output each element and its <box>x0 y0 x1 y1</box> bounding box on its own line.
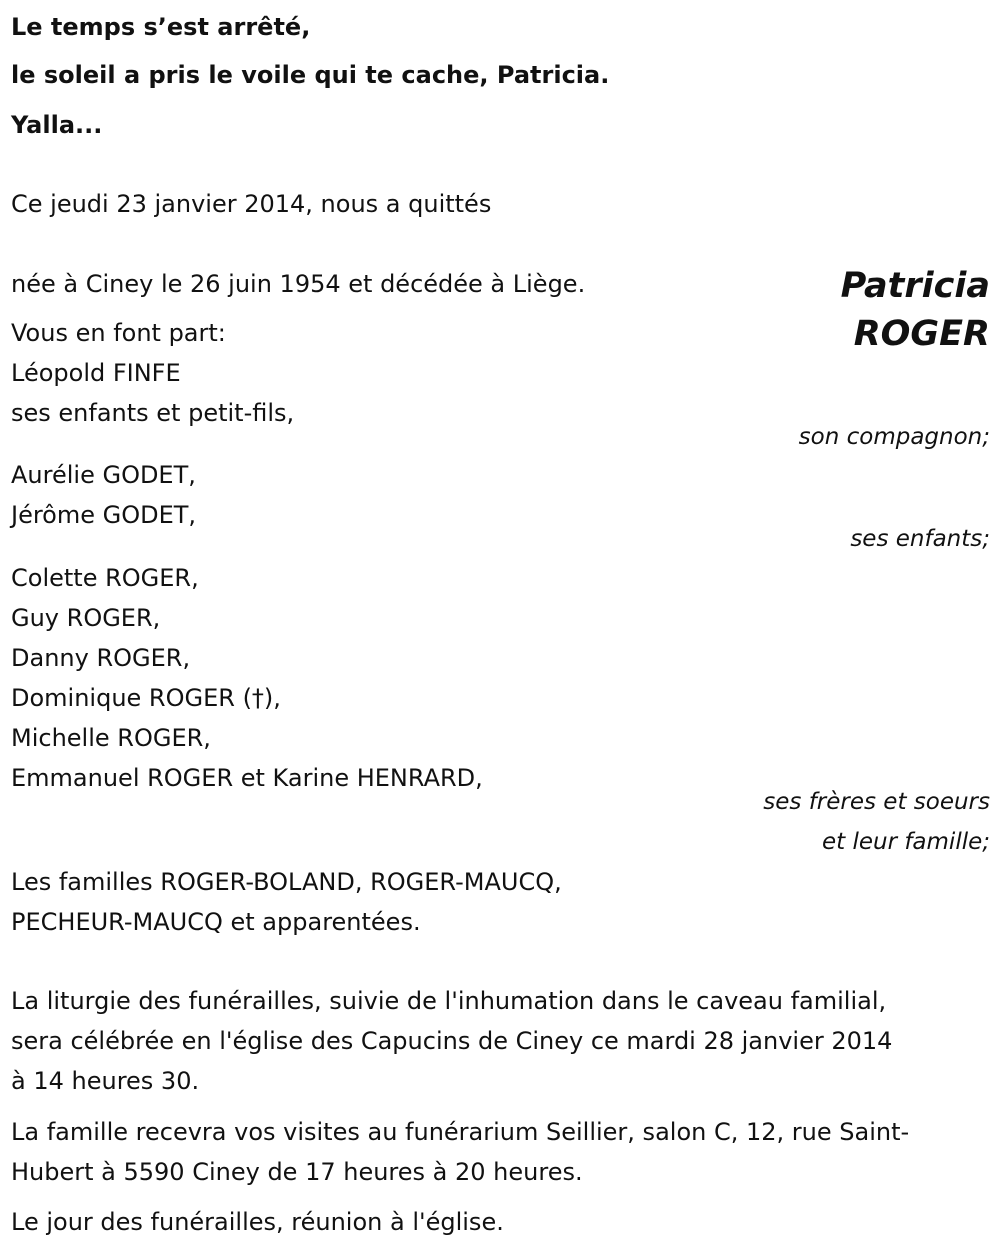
child-2: Jérôme GODET, <box>11 501 197 529</box>
families-line-2: PECHEUR-MAUCQ et apparentées. <box>11 908 421 936</box>
liturgy-line-3: à 14 heures 30. <box>11 1067 200 1095</box>
sibling-2: Guy ROGER, <box>11 604 161 632</box>
siblings-role-2: et leur famille; <box>821 829 990 855</box>
announcement: Ce jeudi 23 janvier 2014, nous a quittés <box>11 190 492 218</box>
liturgy-line-1: La liturgie des funérailles, suivie de l'inhumation dans le caveau familial, <box>11 987 887 1015</box>
visits-line-2: Hubert à 5590 Ciney de 17 heures à 20 heures. <box>11 1158 583 1186</box>
sibling-4: Dominique ROGER (†), <box>11 684 281 712</box>
deceased-first-name: Patricia <box>840 266 990 306</box>
child-1: Aurélie GODET, <box>11 461 196 489</box>
notice: Vous en font part: <box>11 319 226 347</box>
siblings-role-1: ses frères et soeurs <box>763 789 990 815</box>
children-role: ses enfants; <box>850 526 990 552</box>
families-line-1: Les familles ROGER-BOLAND, ROGER-MAUCQ, <box>11 868 562 896</box>
intro-line-1: Le temps s’est arrêté, <box>11 13 311 41</box>
sibling-6: Emmanuel ROGER et Karine HENRARD, <box>11 764 483 792</box>
companion-children: ses enfants et petit-fils, <box>11 399 295 427</box>
sibling-5: Michelle ROGER, <box>11 724 211 752</box>
meeting: Le jour des funérailles, réunion à l'église. <box>11 1208 504 1236</box>
liturgy-line-2: sera célébrée en l'église des Capucins de Ciney ce mardi 28 janvier 2014 <box>11 1027 893 1055</box>
sibling-1: Colette ROGER, <box>11 564 199 592</box>
intro-line-2: le soleil a pris le voile qui te cache, Patricia. <box>11 61 610 89</box>
companion-role: son compagnon; <box>798 424 990 450</box>
intro-line-3: Yalla... <box>11 111 103 139</box>
companion-name: Léopold FINFE <box>11 359 181 387</box>
visits-line-1: La famille recevra vos visites au funérarium Seillier, salon C, 12, rue Saint- <box>11 1118 910 1146</box>
birth-death: née à Ciney le 26 juin 1954 et décédée à Liège. <box>11 270 586 298</box>
deceased-last-name: ROGER <box>853 314 990 354</box>
sibling-3: Danny ROGER, <box>11 644 191 672</box>
